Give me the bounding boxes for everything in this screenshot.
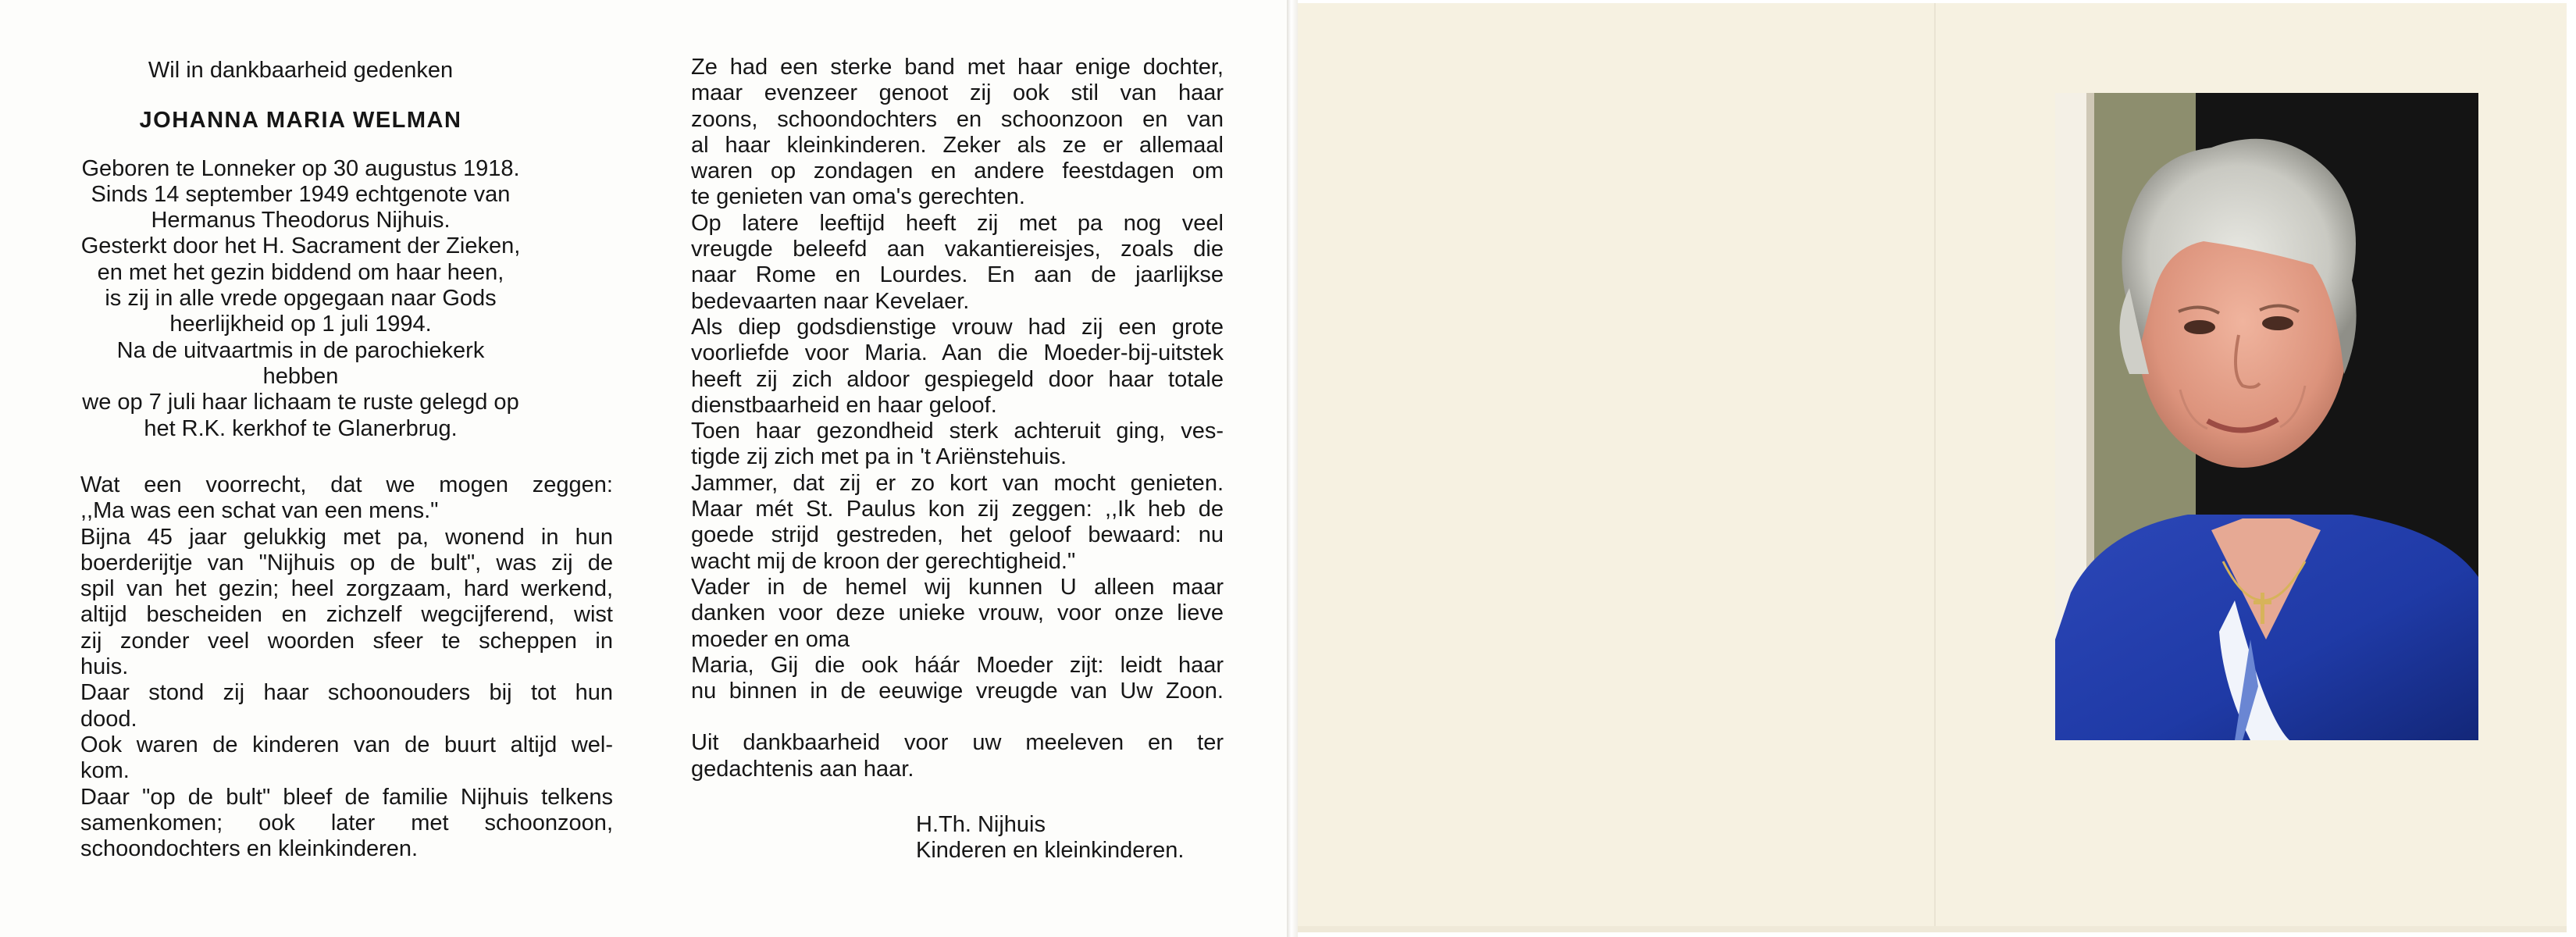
- text-line: Maria, Gij die ook háár Moeder zijt: leidt haar: [691, 652, 1224, 678]
- bio-line: Hermanus Theodorus Nijhuis.: [151, 208, 451, 233]
- bio-line: heerlijkheid op 1 juli 1994.: [169, 312, 432, 337]
- text-line: Ze had een sterke band met haar enige dochter,: [691, 55, 1224, 80]
- bio-line: Na de uitvaartmis in de parochiekerk hebben: [116, 337, 485, 389]
- text-line: vreugde beleefd aan vakantiereisjes, zoals die: [691, 237, 1224, 262]
- card-inside-left-panel: [0, 0, 1287, 937]
- text-line: boerderijtje van "Nijhuis op de bult", was zij de: [80, 550, 613, 575]
- text-line: Daar stond zij haar schoonouders bij tot hun: [80, 680, 613, 706]
- text-line: Ook waren de kinderen van de buurt altijd wel-: [80, 732, 613, 757]
- text-line: Wat een voorrecht, dat we mogen zeggen:: [80, 472, 613, 497]
- bio-line: Geboren te Lonneker op 30 augustus 1918.: [81, 155, 520, 181]
- text-line: Jammer, dat zij er zo kort van mocht genieten.: [691, 470, 1224, 496]
- bio-line: het R.K. kerkhof te Glanerbrug.: [144, 415, 458, 441]
- deceased-name: JOHANNA MARIA WELMAN: [139, 108, 462, 134]
- memorial-text-right: [691, 55, 1224, 782]
- scan-gap: [1287, 0, 1298, 937]
- text-line: wacht mij de kroon der gerechtigheid.": [691, 548, 1076, 574]
- text-line: al haar kleinkinderen. Zeker als ze er allemaal: [691, 132, 1224, 158]
- bio-line: is zij in alle vrede opgegaan naar Gods: [105, 286, 497, 312]
- text-line: heeft zij zich aldoor gespiegeld door haar totale: [691, 366, 1224, 392]
- text-line: Vader in de hemel wij kunnen U alleen maar: [691, 574, 1224, 600]
- thanks-line: gedachtenis aan haar.: [691, 756, 914, 782]
- text-line: dienstbaarheid en haar geloof.: [691, 392, 997, 418]
- text-line: te genieten van oma's gerechten.: [691, 184, 1025, 210]
- text-line: Bijna 45 jaar gelukkig met pa, wonend in hun: [80, 524, 613, 550]
- text-line: maar evenzeer genoot zij ook stil van haar: [691, 80, 1224, 106]
- bio-line: en met het gezin biddend om haar heen,: [97, 259, 504, 285]
- text-line: spil van het gezin; heel zorgzaam, hard werkend,: [80, 576, 613, 602]
- text-line: waren op zondagen en andere feestdagen om: [691, 159, 1224, 184]
- text-line: Toen haar gezondheid sterk achteruit ging, ves-: [691, 419, 1224, 444]
- text-line: Op latere leeftijd heeft zij met pa nog veel: [691, 210, 1224, 236]
- portrait-photo: [2055, 93, 2478, 740]
- bio-line: Gesterkt door het H. Sacrament der Zieken,: [80, 233, 521, 259]
- text-line: bedevaarten naar Kevelaer.: [691, 288, 970, 314]
- text-line: ,,Ma was een schat van een mens.": [80, 498, 439, 524]
- signature-block: [916, 812, 1184, 864]
- signature-line: Kinderen en kleinkinderen.: [916, 838, 1185, 864]
- text-line: kom.: [80, 758, 130, 784]
- signature-line: H.Th. Nijhuis: [916, 812, 1046, 837]
- text-line: zij zonder veel woorden sfeer te scheppen in: [80, 628, 613, 654]
- bio-block: [78, 58, 523, 442]
- text-line: zoons, schoondochters en schoonzoon en van: [691, 106, 1224, 132]
- text-line: goede strijd gestreden, het geloof bewaard: nu: [691, 522, 1224, 548]
- memorial-text-left: [80, 472, 613, 862]
- bio-line: we op 7 juli haar lichaam te ruste gelegd op: [82, 390, 519, 415]
- intro-line: Wil in dankbaarheid gedenken: [148, 58, 454, 83]
- text-line: moeder en oma: [691, 626, 850, 652]
- text-line: naar Rome en Lourdes. En aan de jaarlijkse: [691, 262, 1224, 288]
- thanks-line: Uit dankbaarheid voor uw meeleven en ter: [691, 730, 1224, 756]
- text-line: Als diep godsdienstige vrouw had zij een grote: [691, 314, 1224, 340]
- text-line: dood.: [80, 706, 137, 732]
- text-line: voorliefde voor Maria. Aan die Moeder-bij-uitstek: [691, 340, 1224, 366]
- text-line: altijd bescheiden en zichzelf wegcijferend, wist: [80, 602, 613, 628]
- text-line: Daar "op de bult" bleef de familie Nijhuis telkens: [80, 784, 613, 810]
- text-line: nu binnen in de eeuwige vreugde van Uw Zoon.: [691, 679, 1224, 704]
- text-line: huis.: [80, 654, 129, 680]
- bio-line: Sinds 14 september 1949 echtgenote van: [91, 181, 511, 207]
- text-line: Maar mét St. Paulus kon zij zeggen: ,,Ik heb de: [691, 497, 1224, 522]
- text-line: schoondochters en kleinkinderen.: [80, 836, 419, 862]
- text-line: samenkomen; ook later met schoonzoon,: [80, 810, 613, 835]
- text-line: tigde zij zich met pa in 't Ariënstehuis.: [691, 444, 1067, 470]
- card-edge: [1298, 926, 2567, 932]
- fold-crease: [1934, 3, 1936, 932]
- text-line: danken voor deze unieke vrouw, voor onze lieve: [691, 600, 1224, 626]
